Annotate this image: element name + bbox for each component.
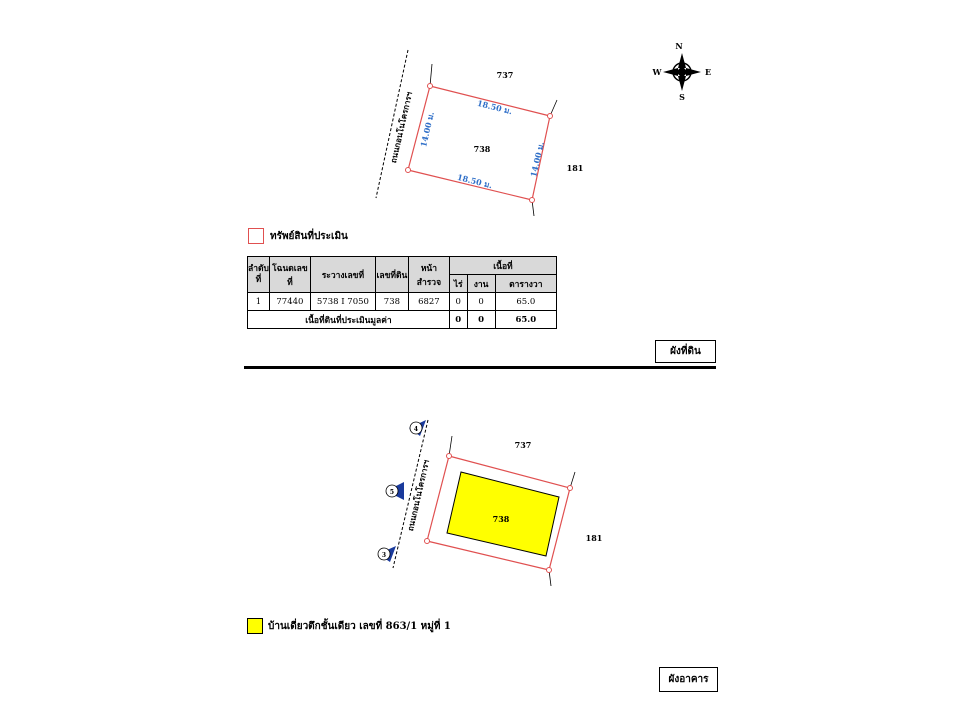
- land-plan-label: ผังที่ดิน: [655, 340, 716, 363]
- th-order-line1: ลำดับ: [248, 263, 269, 274]
- cell-between: 5738 I 7050: [310, 293, 375, 311]
- building-plan-north-label: 737: [514, 440, 532, 450]
- compass-w-label: W: [652, 67, 662, 77]
- cell-land-no: 738: [375, 293, 408, 311]
- parcel-center-label: 738: [473, 144, 491, 154]
- total-rai: 0: [449, 311, 467, 329]
- dim-bottom-label: 18.50 ม.: [456, 171, 494, 191]
- cell-survey: 6827: [408, 293, 449, 311]
- parcel-east-label: 181: [566, 163, 584, 173]
- section-divider: [244, 366, 716, 369]
- viewpoint-4-label: 4: [413, 426, 419, 433]
- th-rai: ไร่: [449, 275, 467, 293]
- legend-land-label: ทรัพย์สินที่ประเมิน: [270, 231, 348, 242]
- compass-icon: [663, 53, 701, 91]
- th-wa: ตารางวา: [495, 275, 556, 293]
- building-plan-road-label: ถนนกอนโนโครการฯ: [405, 458, 432, 532]
- th-order-line2: ที่: [255, 274, 262, 285]
- total-label: เนื้อที่ดินที่ประเมินมูลค่า: [248, 311, 450, 329]
- cell-order: 1: [248, 293, 270, 311]
- building-plan-label: ผังอาคาร: [659, 667, 718, 692]
- legend-building-label: บ้านเดี่ยวตึกชั้นเดียว เลขที่ 863/1 หมู่ที่ 1: [268, 621, 451, 632]
- viewpoint-5-label: 5: [389, 489, 395, 496]
- th-area: เนื้อที่: [449, 257, 556, 275]
- table-total-row: [248, 311, 557, 329]
- building-center-label: 738: [492, 514, 510, 524]
- viewpoint-3-label: 3: [381, 552, 387, 559]
- legend-land-swatch: [248, 228, 264, 244]
- th-land-no: เลขที่ดิน: [375, 257, 408, 293]
- th-order: [248, 257, 270, 293]
- th-deed: โฉนดเลขที่: [269, 257, 310, 293]
- legend-building-swatch: [247, 618, 263, 634]
- building-plan-east-label: 181: [585, 533, 603, 543]
- parcel-north-label: 737: [496, 70, 514, 80]
- cell-deed: 77440: [269, 293, 310, 311]
- cell-ngan: 0: [467, 293, 495, 311]
- viewpoint-marker-5: [386, 482, 404, 500]
- compass-e-label: E: [704, 67, 712, 77]
- th-between: ระวางเลขที่: [310, 257, 375, 293]
- compass-s-label: S: [679, 92, 685, 102]
- th-survey: หน้าสำรวจ: [408, 257, 449, 293]
- road-label: ถนนกอนโนโครการฯ: [388, 90, 415, 164]
- dim-top-label: 18.50 ม.: [476, 97, 514, 117]
- land-table: [247, 256, 557, 329]
- total-wa: 65.0: [495, 311, 556, 329]
- total-ngan: 0: [467, 311, 495, 329]
- dim-left-label: 14.00 ม.: [418, 110, 436, 148]
- cell-rai: 0: [449, 293, 467, 311]
- th-ngan: งาน: [467, 275, 495, 293]
- compass-n-label: N: [675, 41, 683, 51]
- dim-right-label: 14.00 ม.: [528, 140, 546, 178]
- table-row: [248, 293, 557, 311]
- cell-wa: 65.0: [495, 293, 556, 311]
- viewpoint-marker-3: [378, 546, 396, 562]
